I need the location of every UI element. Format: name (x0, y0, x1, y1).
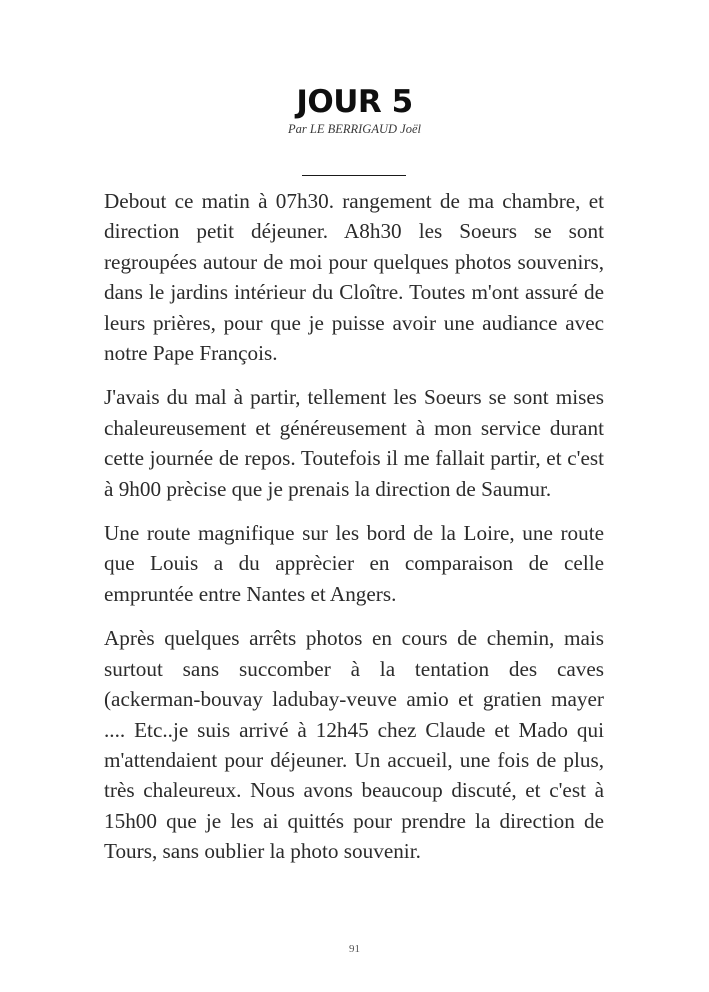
paragraph-4: Après quelques arrêts photos en cours de chemin, mais surtout sans succomber à la tentation des caves (ackerman-bouvay ladubay-veuve amio et gratien mayer .... Etc..je suis arrivé à 12h45 chez Claude et Mado qui m'attendaient pour déjeuner. Un accueil, une fois de plus, très chaleureux. Nous avons beaucoup discuté, et c'est à 15h00 que je les ai quittés pour prendre la direction de Tours, sans oublier la photo souvenir. (104, 626, 604, 864)
paragraph-1: Debout ce matin à 07h30. rangement de ma chambre, et direction petit déjeuner. A8h30 les Soeurs se sont regroupées autour de moi pour quelques photos souvenirs, dans le jardins intérieur du Cloître. Toutes m'ont assuré de leurs prières, pour que je puisse avoir une audiance avec notre Pape François. (104, 189, 604, 366)
author-byline: Par LE BERRIGAUD Joël (288, 122, 421, 136)
body-text (104, 186, 604, 881)
paragraph-3: Une route magnifique sur les bord de la Loire, une route que Louis a du apprècier en comparaison de celle empruntée entre Nantes et Angers. (104, 521, 604, 606)
chapter-title: JOUR 5 (296, 84, 413, 120)
page-number: 91 (349, 943, 360, 955)
title-divider (302, 175, 406, 176)
paragraph-2: J'avais du mal à partir, tellement les Soeurs se sont mises chaleureusement et généreusement à mon service durant cette journée de repos. Toutefois il me fallait partir, et c'est à 9h00 prècise que je prenais la direction de Saumur. (104, 385, 604, 501)
